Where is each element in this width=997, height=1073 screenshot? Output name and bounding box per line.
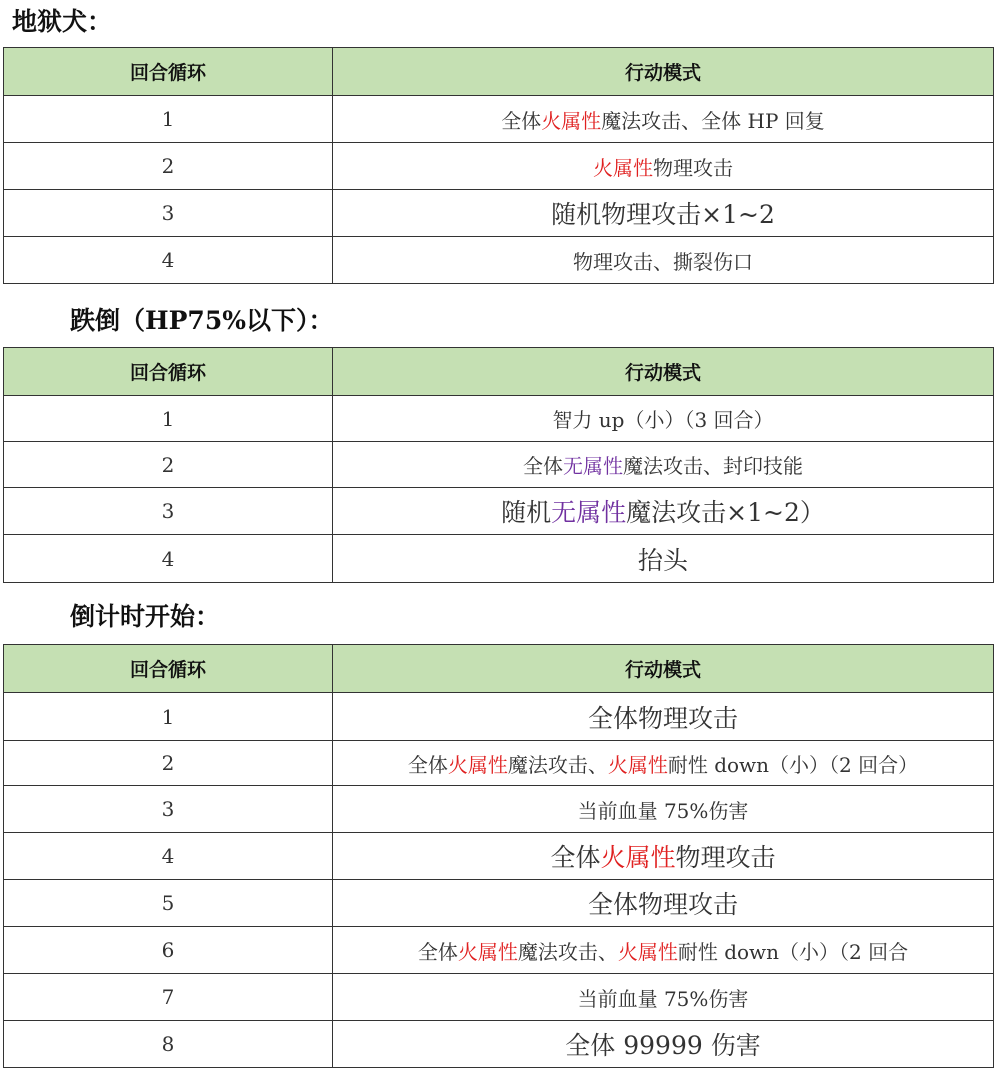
table-row bbox=[4, 237, 994, 284]
round-number: 2 bbox=[4, 442, 333, 488]
table-row bbox=[4, 396, 994, 442]
action-pattern bbox=[333, 535, 994, 583]
action-text: 当前血量 75%伤害 bbox=[577, 798, 749, 823]
round-number: 3 bbox=[4, 190, 333, 237]
fire-attribute-text: 火属性 bbox=[457, 939, 518, 964]
round-number: 2 bbox=[4, 741, 333, 786]
round-number: 4 bbox=[4, 833, 333, 880]
action-pattern bbox=[333, 927, 994, 974]
action-text: 全体 bbox=[501, 108, 542, 133]
action-text: 魔法攻击、全体 HP 回复 bbox=[601, 108, 825, 133]
action-text: 耐性 down（小）（2 回合） bbox=[667, 752, 919, 777]
action-pattern bbox=[333, 693, 994, 741]
action-pattern bbox=[333, 143, 994, 190]
section-heading-fallen: 跌倒（HP75%以下）： bbox=[70, 306, 334, 335]
table-row bbox=[4, 786, 994, 833]
round-number: 2 bbox=[4, 143, 333, 190]
action-text: 全体 bbox=[523, 454, 563, 478]
round-number: 4 bbox=[4, 237, 333, 284]
fire-attribute-text: 火属性 bbox=[541, 108, 602, 133]
action-pattern bbox=[333, 880, 994, 927]
action-text: 物理攻击 bbox=[653, 155, 733, 180]
column-header-action: 行动模式 bbox=[333, 645, 994, 693]
column-header-round: 回合循环 bbox=[4, 348, 333, 396]
action-text: 全体物理攻击 bbox=[587, 890, 738, 919]
table-row bbox=[4, 741, 994, 786]
table-row bbox=[4, 535, 994, 583]
table-row bbox=[4, 488, 994, 535]
table-row bbox=[4, 1021, 994, 1068]
table-row bbox=[4, 974, 994, 1021]
round-number: 3 bbox=[4, 488, 333, 535]
action-text: 全体 bbox=[417, 939, 458, 964]
action-text: 全体 bbox=[407, 752, 448, 777]
action-pattern bbox=[333, 96, 994, 143]
action-text: 全体 99999 伤害 bbox=[565, 1031, 761, 1060]
column-header-round: 回合循环 bbox=[4, 48, 333, 96]
null-attribute-text: 无属性 bbox=[563, 454, 623, 478]
action-text: 魔法攻击、 bbox=[517, 939, 618, 964]
round-number: 3 bbox=[4, 786, 333, 833]
action-text: 随机物理攻击×1~2 bbox=[551, 200, 775, 229]
fire-attribute-text: 火属性 bbox=[600, 843, 676, 872]
action-text: 全体物理攻击 bbox=[587, 703, 738, 733]
action-text: 物理攻击、撕裂伤口 bbox=[573, 249, 753, 274]
fire-attribute-text: 火属性 bbox=[447, 752, 508, 777]
section-heading-countdown: 倒计时开始： bbox=[70, 602, 221, 631]
action-table-countdown bbox=[3, 644, 994, 1068]
table-row bbox=[4, 880, 994, 927]
null-attribute-text: 无属性 bbox=[551, 498, 627, 527]
round-number: 5 bbox=[4, 880, 333, 927]
action-pattern bbox=[333, 786, 994, 833]
action-pattern bbox=[333, 833, 994, 880]
fire-attribute-text: 火属性 bbox=[607, 752, 668, 777]
action-pattern bbox=[333, 190, 994, 237]
action-text: 物理攻击 bbox=[675, 843, 776, 872]
column-header-round: 回合循环 bbox=[4, 645, 333, 693]
round-number: 8 bbox=[4, 1021, 333, 1068]
action-pattern bbox=[333, 974, 994, 1021]
action-table-cerberus bbox=[3, 47, 994, 284]
action-pattern bbox=[333, 442, 994, 488]
action-pattern bbox=[333, 488, 994, 535]
action-text: 耐性 down（小）（2 回合 bbox=[677, 939, 909, 964]
section-heading-cerberus: 地狱犬： bbox=[12, 7, 113, 36]
round-number: 1 bbox=[4, 396, 333, 442]
table-row bbox=[4, 96, 994, 143]
action-pattern bbox=[333, 1021, 994, 1068]
action-text: 当前血量 75%伤害 bbox=[577, 986, 749, 1011]
action-table-fallen bbox=[3, 347, 994, 583]
table-row bbox=[4, 693, 994, 741]
table-row bbox=[4, 442, 994, 488]
action-pattern bbox=[333, 741, 994, 786]
column-header-action: 行动模式 bbox=[333, 348, 994, 396]
action-text: 随机 bbox=[501, 498, 552, 527]
round-number: 6 bbox=[4, 927, 333, 974]
action-text: 智力 up（小）（3 回合） bbox=[552, 408, 774, 432]
table-row bbox=[4, 927, 994, 974]
fire-attribute-text: 火属性 bbox=[593, 155, 653, 180]
round-number: 7 bbox=[4, 974, 333, 1021]
fire-attribute-text: 火属性 bbox=[617, 939, 678, 964]
action-pattern bbox=[333, 237, 994, 284]
round-number: 1 bbox=[4, 96, 333, 143]
action-text: 魔法攻击、 bbox=[507, 752, 608, 777]
round-number: 4 bbox=[4, 535, 333, 583]
action-text: 魔法攻击、封印技能 bbox=[623, 454, 803, 478]
table-row bbox=[4, 143, 994, 190]
column-header-action: 行动模式 bbox=[333, 48, 994, 96]
action-text: 全体 bbox=[550, 843, 601, 872]
table-row bbox=[4, 833, 994, 880]
action-pattern bbox=[333, 396, 994, 442]
table-row bbox=[4, 190, 994, 237]
action-text: 魔法攻击×1~2） bbox=[626, 498, 825, 527]
round-number: 1 bbox=[4, 693, 333, 741]
action-text: 抬头 bbox=[637, 545, 688, 575]
